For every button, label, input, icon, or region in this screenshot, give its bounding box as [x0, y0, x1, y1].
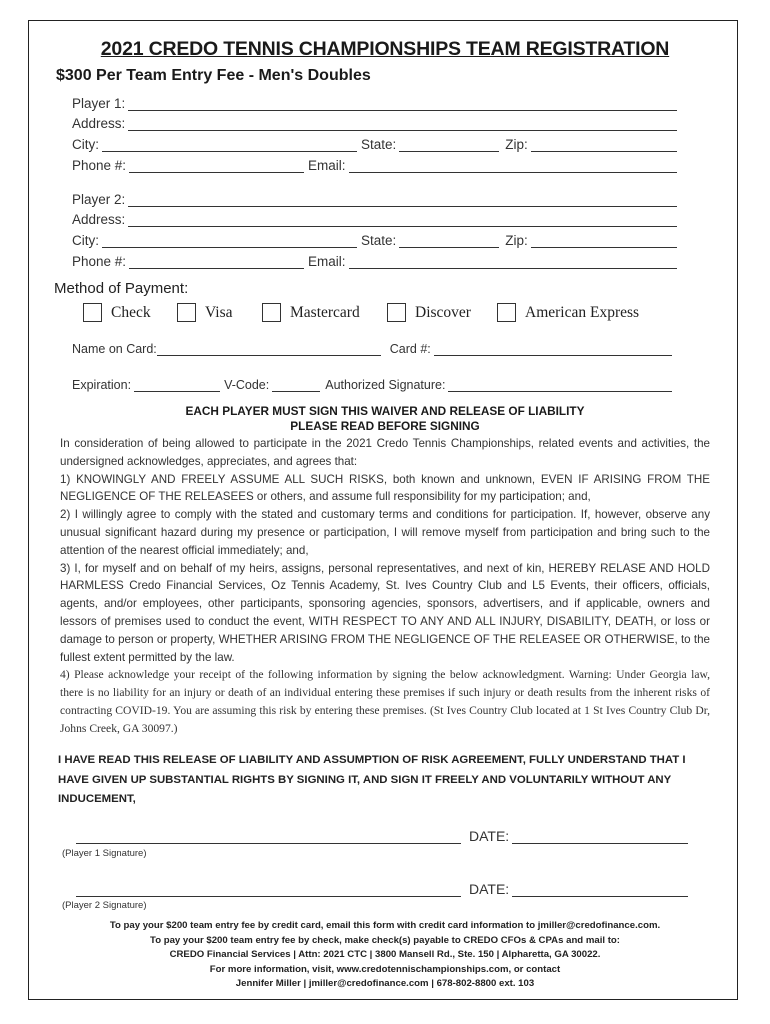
- player2-phone-label: Phone #:: [72, 254, 127, 269]
- mastercard-label: Mastercard: [290, 303, 360, 321]
- player2-phone-row: [72, 251, 677, 269]
- card-name-row: [72, 338, 672, 356]
- american-express-checkbox[interactable]: [497, 303, 516, 322]
- player1-city-field[interactable]: [102, 138, 357, 152]
- acknowledgment-statement: I HAVE READ THIS RELEASE OF LIABILITY AND ASSUMPTION OF RISK AGREEMENT, FULLY UNDERSTAND THAT I HAVE GIVEN UP SUBSTANTIAL RIGHTS BY SIGNING IT, AND SIGN IT FREELY AND VOLUNTARILY WITHOUT ANY INDUCEMENT,: [58, 754, 686, 805]
- player1-address-row: [72, 113, 677, 131]
- waiver-intro: In consideration of being allowed to participate in the 2021 Credo Tennis Championships, related events and activities, the undersigned acknowledges, appreciates, and agrees that:: [60, 437, 710, 468]
- footer-more-info: For more information, visit, www.credotennischampionships.com, or contact: [209, 963, 561, 975]
- player2-phone-field[interactable]: [129, 255, 304, 269]
- waiver-heading-line1: EACH PLAYER MUST SIGN THIS WAIVER AND RELEASE OF LIABILITY: [185, 404, 585, 418]
- player1-signature-field[interactable]: [76, 830, 461, 844]
- entry-fee-subtitle: $300 Per Team Entry Fee - Men's Doubles: [56, 67, 371, 84]
- visa-label: Visa: [205, 303, 233, 321]
- player2-email-field[interactable]: [349, 255, 677, 269]
- player1-phone-label: Phone #:: [72, 158, 127, 173]
- payment-option-check[interactable]: [83, 303, 151, 322]
- player2-signature-caption: (Player 2 Signature): [62, 900, 147, 911]
- card-details-row: [72, 374, 672, 392]
- player2-city-row: [72, 230, 677, 248]
- player1-label: Player 1:: [72, 96, 126, 111]
- player1-phone-field[interactable]: [129, 159, 304, 173]
- check-checkbox[interactable]: [83, 303, 102, 322]
- player2-zip-field[interactable]: [531, 234, 677, 248]
- player1-state-label: State:: [361, 137, 397, 152]
- visa-checkbox[interactable]: [177, 303, 196, 322]
- player1-name-row: [72, 93, 677, 111]
- check-label: Check: [111, 303, 151, 321]
- player1-signature-caption: (Player 1 Signature): [62, 848, 147, 859]
- waiver-heading: [0, 404, 770, 434]
- card-number-label: Card #:: [389, 342, 431, 356]
- waiver-heading-line2: PLEASE READ BEFORE SIGNING: [290, 419, 480, 433]
- player1-email-label: Email:: [308, 158, 346, 173]
- player2-date-label: DATE:: [469, 881, 510, 897]
- footer-mailing-address: CREDO Financial Services | Attn: 2021 CTC | 3800 Mansell Rd., Ste. 150 | Alpharetta, GA 30022.: [169, 949, 601, 961]
- player1-name-field[interactable]: [128, 97, 677, 111]
- waiver-item-4: 4) Please acknowledge your receipt of the following information by signing the below acknowledgment. Warning: Under Georgia law, there is no liability for an injury or death of an individual entering these premises if such injury or death results from the inherent risks of contracting COVID-19. You are assuming this risk by entering these premises. (St Ives Country Club located at 1 St Ives Country Club Dr, Johns Creek, GA 30097.): [60, 668, 710, 736]
- waiver-item-3: 3) I, for myself and on behalf of my heirs, assigns, personal representatives, and next of kin, HEREBY RELASE AND HOLD HARMLESS Credo Financial Services, Oz Tennis Academy, St. Ives Country Club and L5 Events, their officers, officials, agents, and/or employees, other participants, sponsoring agencies, sponsors, advertisers, and if applicable, owners and lessors of premises used to conduct the event, WITH RESPECT TO ANY AND ALL INJURY, DISABILITY, DEATH, or loss or damage to person or property, WHETHER ARISING FROM THE NEGLIGENCE OF THE RELEASEE OR OTHERWISE, to the fullest extent permitted by the law.: [60, 561, 710, 664]
- player1-date-field[interactable]: [512, 830, 688, 844]
- waiver-item-1: 1) KNOWINGLY AND FREELY ASSUME ALL SUCH RISKS, both known and unknown, EVEN IF ARISING FROM THE NEGLIGENCE OF THE RELEASEES or others, and assume full responsibility for my participation; and,: [60, 472, 710, 504]
- waiver-item-2: 2) I willingly agree to comply with the stated and customary terms and conditions for participation. If, however, observe any unusual significant hazard during my presence or participation, I will remove myself from participation and bring such to the attention of the nearest official immediately; and,: [60, 508, 710, 557]
- payment-option-visa[interactable]: [177, 303, 232, 322]
- waiver-body: [60, 435, 710, 738]
- footer-check-line: To pay your $200 team entry fee by check, make check(s) payable to CREDO CFOs & CPAs and mail to:: [150, 934, 620, 946]
- player2-signature-field[interactable]: [76, 883, 461, 897]
- player2-label: Player 2:: [72, 192, 126, 207]
- player2-address-field[interactable]: [128, 213, 677, 227]
- name-on-card-field[interactable]: [157, 342, 381, 356]
- player2-state-field[interactable]: [399, 234, 499, 248]
- player1-state-field[interactable]: [399, 138, 499, 152]
- payment-instructions-footer: [0, 919, 770, 992]
- vcode-field[interactable]: [272, 378, 320, 392]
- player2-city-label: City:: [72, 233, 99, 248]
- discover-label: Discover: [415, 303, 471, 321]
- player1-date-label: DATE:: [469, 828, 510, 844]
- player2-date-field[interactable]: [512, 883, 688, 897]
- player2-address-label: Address:: [72, 212, 126, 227]
- authorized-signature-field[interactable]: [448, 378, 672, 392]
- expiration-field[interactable]: [134, 378, 220, 392]
- player1-zip-label: Zip:: [505, 137, 528, 152]
- player1-email-field[interactable]: [349, 159, 677, 173]
- payment-option-mastercard[interactable]: [262, 303, 360, 322]
- player2-city-field[interactable]: [102, 234, 357, 248]
- footer-credit-card-line: To pay your $200 team entry fee by credit card, email this form with credit card information to jmiller@credofinance.com.: [109, 920, 661, 931]
- player2-name-field[interactable]: [128, 193, 677, 207]
- discover-checkbox[interactable]: [387, 303, 406, 322]
- player1-address-label: Address:: [72, 116, 126, 131]
- player2-zip-label: Zip:: [505, 233, 528, 248]
- player2-state-label: State:: [361, 233, 397, 248]
- name-on-card-label: Name on Card:: [72, 342, 157, 356]
- player2-email-label: Email:: [308, 254, 346, 269]
- authorized-signature-label: Authorized Signature:: [325, 378, 446, 392]
- player1-address-field[interactable]: [128, 117, 677, 131]
- form-title: 2021 CREDO TENNIS CHAMPIONSHIPS TEAM REGISTRATION: [100, 38, 670, 60]
- footer-contact: Jennifer Miller | jmiller@credofinance.com | 678-802-8800 ext. 103: [235, 978, 535, 990]
- player2-signature-row: [76, 879, 688, 897]
- player1-city-row: [72, 134, 677, 152]
- american-express-label: American Express: [525, 303, 640, 321]
- player2-name-row: [72, 189, 677, 207]
- player1-zip-field[interactable]: [531, 138, 677, 152]
- player2-address-row: [72, 209, 677, 227]
- player1-signature-row: [76, 826, 688, 844]
- mastercard-checkbox[interactable]: [262, 303, 281, 322]
- card-number-field[interactable]: [434, 342, 672, 356]
- player1-phone-row: [72, 155, 677, 173]
- player1-city-label: City:: [72, 137, 99, 152]
- vcode-label: V-Code:: [224, 378, 270, 392]
- expiration-label: Expiration:: [72, 378, 132, 392]
- payment-method-heading: Method of Payment:: [54, 280, 189, 297]
- payment-option-american-express[interactable]: [497, 303, 639, 322]
- payment-option-discover[interactable]: [387, 303, 471, 322]
